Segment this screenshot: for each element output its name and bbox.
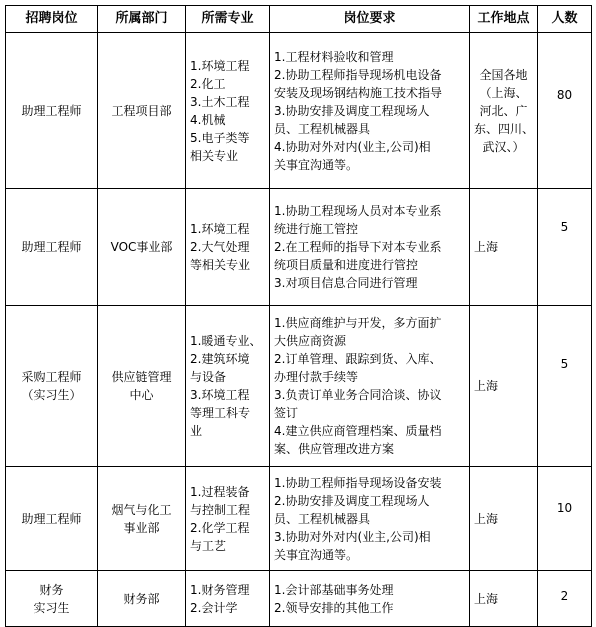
major-line: 相关专业 [190,148,239,163]
requirements-cell [270,467,470,571]
requirements-cell [270,189,470,306]
requirements-cell [270,571,470,627]
requirement-line: 1.协助工程现场人员对本专业系 [274,204,442,218]
major-line: 2.化工 [190,76,226,91]
position-cell [6,306,98,467]
header-row [6,6,592,33]
department-line: 供应链管理 [111,370,172,384]
requirement-line: 办理付款手续等 [274,370,359,384]
requirement-line: 3.负责订单业务合同洽谈、协议 [274,388,442,402]
requirement-line: 3.协助安排及调度工程现场人 [274,103,430,118]
requirement-line: 案、供应管理改进方案 [274,442,395,456]
position-text: 助理工程师 [21,240,82,254]
location-line: 上海 [474,240,499,254]
header-count: 人数 [538,6,592,33]
requirement-line: 统项目质量和进度进行管控 [274,258,419,272]
department-cell [98,306,186,467]
requirement-line: 大供应商资源 [274,334,347,348]
position-text: 助理工程师 [21,511,82,526]
count-cell: 10 [538,467,592,571]
major-line: 2.建筑环境 [190,352,250,366]
department-text: 财务部 [123,591,160,606]
major-line: 与设备 [190,370,227,384]
count-cell: 5 [538,306,592,467]
requirement-line: 2.协助安排及调度工程现场人 [274,493,430,508]
location-line: 武汉、） [482,139,525,154]
major-cell [186,189,270,306]
department-line: 事业部 [123,520,160,535]
position-cell [6,189,98,306]
major-line: 1.环境工程 [190,222,250,236]
major-cell [186,306,270,467]
table-row [6,467,592,571]
major-cell [186,467,270,571]
requirements-cell [270,306,470,467]
requirement-line: 员、工程机械器具 [274,121,371,136]
major-cell [186,33,270,189]
major-line: 与控制工程 [190,502,251,517]
major-line: 等理工科专 [190,406,251,420]
major-line: 2.化学工程 [190,520,250,535]
position-line: 实习生 [33,600,70,615]
location-line: 上海 [474,379,499,393]
location-cell [470,33,538,189]
major-line: 等相关专业 [190,258,251,272]
requirement-line: 2.协助工程师指导现场机电设备 [274,67,442,82]
location-cell [470,306,538,467]
count-cell: 2 [538,571,592,627]
requirement-line: 4.建立供应商管理档案、质量档 [274,424,442,438]
position-cell [6,33,98,189]
requirements-cell [270,33,470,189]
requirement-line: 4.协助对外对内(业主,公司)相 [274,139,431,154]
department-cell [98,189,186,306]
major-line: 1.暖通专业、 [190,334,262,348]
location-line: 全国各地 [479,67,528,82]
location-line: 东、四川、 [474,121,535,136]
major-line: 1.环境工程 [190,58,250,73]
major-line: 5.电子类等 [190,130,250,145]
requirement-line: 1.工程材料验收和管理 [274,49,394,64]
position-line: （实习生） [21,388,82,402]
requirement-line: 2.在工程师的指导下对本专业系 [274,240,442,254]
major-cell [186,571,270,627]
department-cell [98,33,186,189]
location-line: （上海、 [479,85,528,100]
location-line: 河北、广 [479,103,528,118]
major-line: 1.过程装备 [190,484,250,499]
requirement-line: 1.会计部基础事务处理 [274,582,394,597]
position-text: 助理工程师 [21,103,82,118]
requirement-line: 员、工程机械器具 [274,511,371,526]
requirement-line: 1.协助工程师指导现场设备安装 [274,475,442,490]
location-line: 上海 [474,591,499,606]
major-line: 2.会计学 [190,600,238,615]
location-cell [470,467,538,571]
requirement-line: 1.供应商维护与开发，多方面扩 [274,316,442,330]
major-line: 4.机械 [190,112,226,127]
header-requirements: 岗位要求 [270,6,470,33]
position-line: 财务 [39,582,64,597]
requirement-line: 3.协助对外对内(业主,公司)相 [274,529,431,544]
major-line: 2.大气处理 [190,240,250,254]
requirement-line: 关事宜沟通等。 [274,547,359,562]
requirement-line: 统进行施工管控 [274,222,359,236]
count-cell: 80 [538,33,592,189]
department-cell [98,467,186,571]
header-position: 招聘岗位 [6,6,98,33]
department-text: 工程项目部 [111,103,172,118]
department-text: VOC事业部 [110,240,173,254]
requirement-line: 3.对项目信息合同进行管理 [274,276,418,290]
table-row [6,571,592,627]
location-cell [470,189,538,306]
table-row [6,33,592,189]
requirement-line: 关事宜沟通等。 [274,157,359,172]
major-line: 3.环境工程 [190,388,250,402]
major-line: 1.财务管理 [190,582,250,597]
department-line: 烟气与化工 [111,502,172,517]
department-line: 中心 [129,388,154,402]
position-line: 采购工程师 [21,370,82,384]
header-major: 所需专业 [186,6,270,33]
requirement-line: 签订 [274,406,299,420]
position-cell [6,571,98,627]
position-cell [6,467,98,571]
header-department: 所属部门 [98,6,186,33]
recruitment-table [5,5,592,627]
major-line: 业 [190,424,203,438]
department-cell [98,571,186,627]
requirement-line: 安装及现场钢结构施工技术指导 [274,85,443,100]
location-cell [470,571,538,627]
table-row [6,306,592,467]
major-line: 3.土木工程 [190,94,250,109]
requirement-line: 2.订单管理、跟踪到货、入库、 [274,352,442,366]
major-line: 与工艺 [190,538,227,553]
location-line: 上海 [474,511,499,526]
count-cell: 5 [538,189,592,306]
requirement-line: 2.领导安排的其他工作 [274,600,394,615]
table-row [6,189,592,306]
header-location: 工作地点 [470,6,538,33]
